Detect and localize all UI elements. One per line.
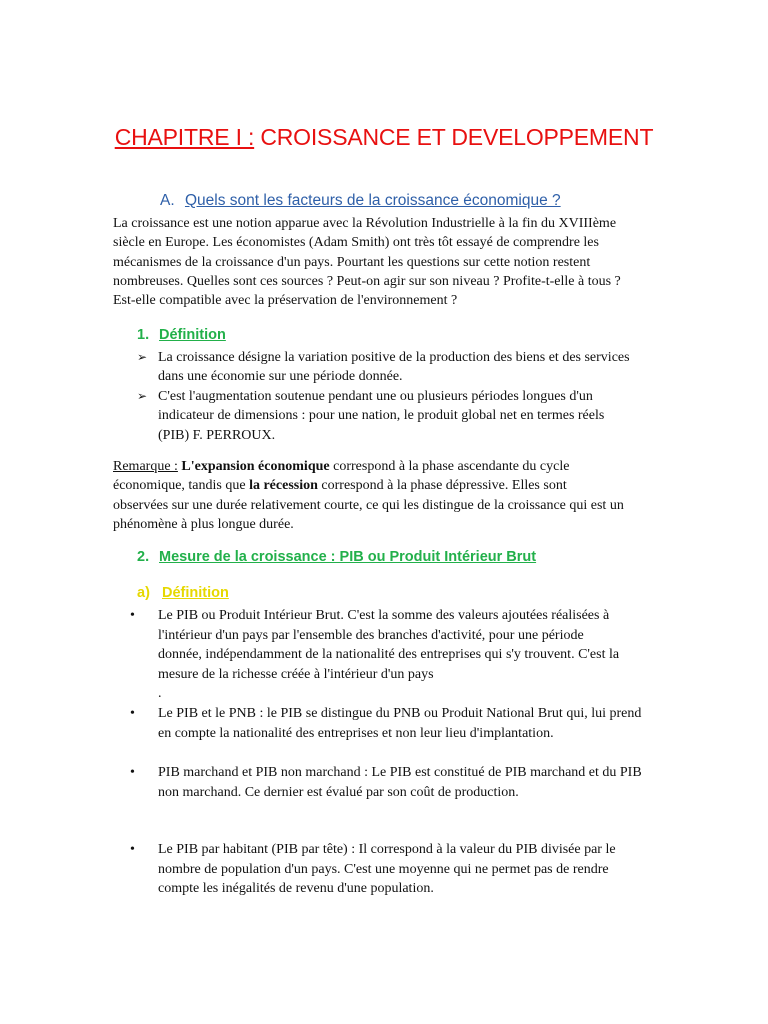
section-a-letter: A.	[160, 192, 175, 209]
bullet-dot-icon: •	[130, 765, 135, 780]
bullet-line: dans une économie sur une période donnée.	[158, 369, 403, 385]
bullet-dot-icon: •	[130, 608, 135, 623]
item-line: mesure de la richesse créée à l'intérieur d'un pays	[158, 666, 434, 682]
chapter-title	[0, 124, 768, 151]
section-2a-heading	[137, 585, 229, 601]
item-line: l'intérieur d'un pays par l'ensemble des branches d'activité, pour une période	[158, 627, 584, 643]
section-2-heading	[137, 549, 536, 565]
remark-text: correspond à la phase ascendante du cycle	[329, 459, 570, 474]
section-1-title: Définition	[159, 327, 226, 343]
item-line: compte les inégalités de revenu d'une population.	[158, 881, 434, 896]
intro-line: mécanismes de la croissance d'un pays. Pourtant les questions sur cette notion restent	[113, 254, 591, 270]
bullet-line: La croissance désigne la variation positive de la production des biens et des services	[158, 350, 630, 365]
remark-line: phénomène à plus longue durée.	[113, 516, 294, 532]
remark-text: correspond à la phase dépressive. Elles sont	[317, 478, 567, 494]
section-2a-title: Définition	[162, 585, 229, 601]
remark-line	[113, 457, 668, 476]
remark-line	[113, 476, 668, 495]
item-line: Le PIB et le PNB : le PIB se distingue du PNB ou Produit National Brut qui, lui prend	[158, 706, 642, 721]
item-line: non marchand. Ce dernier est évalué par son coût de production.	[158, 784, 519, 800]
section-1-heading	[137, 327, 226, 343]
section-1-number: 1.	[137, 327, 150, 343]
item-line: PIB marchand et PIB non marchand : Le PIB est constitué de PIB marchand et du PIB	[158, 765, 642, 780]
section-2-number: 2.	[137, 549, 150, 565]
intro-line: siècle en Europe. Les économistes (Adam Smith) ont très tôt essayé de comprendre les	[113, 235, 599, 251]
bullet-line: C'est l'augmentation soutenue pendant une ou plusieurs périodes longues d'un	[158, 389, 593, 404]
section-a-heading	[160, 192, 561, 210]
arrow-bullet-icon: ➢	[137, 389, 148, 403]
bullet-dot-icon: •	[130, 706, 135, 721]
remark-paragraph	[113, 457, 668, 534]
item-line: nombre de population d'un pays. C'est une moyenne qui ne permet pas de rendre	[158, 861, 609, 877]
bullet-dot-icon: •	[130, 842, 135, 857]
section-a-title: Quels sont les facteurs de la croissance économique ?	[184, 192, 561, 209]
arrow-bullet-icon: ➢	[137, 350, 148, 364]
item-line: .	[158, 686, 162, 701]
chapter-label: CHAPITRE I :	[114, 124, 255, 150]
remark-bold-term: la récession	[249, 478, 318, 494]
item-line: Le PIB par habitant (PIB par tête) : Il correspond à la valeur du PIB divisée par le	[158, 842, 616, 857]
bullet-line: (PIB) F. PERROUX.	[158, 427, 276, 443]
chapter-subject: CROISSANCE ET DEVELOPPEMENT	[260, 124, 654, 150]
intro-line: La croissance est une notion apparue avec la Révolution Industrielle à la fin du XVIIIème	[113, 216, 617, 231]
remark-text: économique, tandis que	[113, 478, 250, 494]
remark-line: observées sur une durée relativement courte, ce qui les distingue de la croissance qui est un	[113, 497, 624, 513]
remark-bold-term: L'expansion économique	[181, 459, 330, 474]
item-line: en compte la nationalité des entreprises et non leur lieu d'implantation.	[158, 725, 554, 741]
bullet-line: indicateur de dimensions : pour une nation, le produit global net en termes réels	[158, 408, 605, 424]
intro-line: nombreuses. Quelles sont ces sources ? Peut-on agir sur son niveau ? Profite-t-elle à tous ?	[113, 273, 621, 289]
section-2-title: Mesure de la croissance : PIB ou Produit Intérieur Brut	[159, 549, 537, 565]
intro-line: Est-elle compatible avec la préservation de l'environnement ?	[113, 293, 458, 309]
intro-paragraph	[113, 214, 668, 310]
item-line: Le PIB ou Produit Intérieur Brut. C'est la somme des valeurs ajoutées réalisées à	[158, 608, 610, 623]
remark-label: Remarque :	[113, 459, 178, 474]
item-line: donnée, indépendamment de la nationalité des entreprises qui s'y trouvent. C'est la	[158, 647, 620, 662]
section-2a-letter: a)	[137, 585, 150, 601]
